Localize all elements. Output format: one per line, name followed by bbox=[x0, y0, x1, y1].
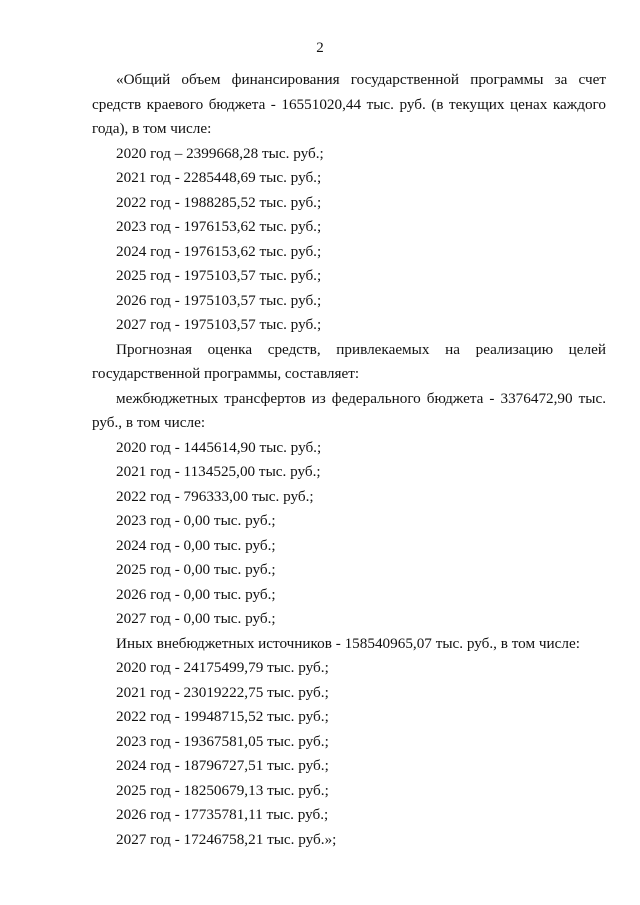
year-line: 2022 год - 1988285,52 тыс. руб.; bbox=[116, 193, 322, 211]
year-line: 2026 год - 1975103,57 тыс. руб.; bbox=[116, 291, 322, 309]
year-line: 2025 год - 1975103,57 тыс. руб.; bbox=[116, 267, 322, 284]
year-line: 2021 год - 1134525,00 тыс. руб.; bbox=[116, 463, 321, 480]
year-line: 2026 год - 0,00 тыс. руб.; bbox=[116, 585, 276, 603]
paragraph-forecast-estimate: Прогнозная оценка средств, привлекаемых на реализацию целей государственной программы, составляет: bbox=[92, 340, 606, 382]
year-line: 2025 год - 0,00 тыс. руб.; bbox=[116, 561, 276, 578]
year-line: 2022 год - 19948715,52 тыс. руб.; bbox=[116, 708, 329, 725]
year-line: 2025 год - 18250679,13 тыс. руб.; bbox=[116, 781, 329, 799]
year-line: 2020 год - 24175499,79 тыс. руб.; bbox=[116, 659, 329, 676]
year-line: 2021 год - 2285448,69 тыс. руб.; bbox=[116, 169, 322, 186]
year-line: 2024 год - 1976153,62 тыс. руб.; bbox=[116, 242, 322, 260]
year-line: 2020 год – 2399668,28 тыс. руб.; bbox=[116, 144, 324, 162]
regional-budget-year-list bbox=[92, 142, 606, 338]
year-line: 2027 год - 1975103,57 тыс. руб.; bbox=[116, 316, 322, 333]
extrabudgetary-year-list bbox=[92, 656, 606, 852]
page-number: 2 bbox=[316, 40, 324, 56]
year-line: 2023 год - 19367581,05 тыс. руб.; bbox=[116, 732, 329, 750]
year-line: 2022 год - 796333,00 тыс. руб.; bbox=[116, 487, 314, 505]
document-body bbox=[92, 68, 606, 852]
year-line: 2024 год - 0,00 тыс. руб.; bbox=[116, 536, 276, 554]
year-line: 2027 год - 17246758,21 тыс. руб.»; bbox=[116, 830, 337, 848]
paragraph-federal-transfers-total: межбюджетных трансфертов из федерального бюджета - 3376472,90 тыс. руб., в том числе: bbox=[92, 389, 606, 431]
federal-transfers-year-list bbox=[92, 436, 606, 632]
paragraph-regional-budget-total: «Общий объем финансирования государственной программы за счет средств краевого бюджета - 16551020,44 тыс. руб. (в текущих ценах каждого года), в том числе: bbox=[92, 71, 606, 137]
year-line: 2026 год - 17735781,11 тыс. руб.; bbox=[116, 806, 329, 823]
year-line: 2023 год - 0,00 тыс. руб.; bbox=[116, 512, 276, 529]
year-line: 2024 год - 18796727,51 тыс. руб.; bbox=[116, 757, 329, 774]
year-line: 2027 год - 0,00 тыс. руб.; bbox=[116, 610, 276, 627]
paragraph-extrabudgetary-total: Иных внебюджетных источников - 158540965,07 тыс. руб., в том числе: bbox=[116, 634, 580, 652]
year-line: 2021 год - 23019222,75 тыс. руб.; bbox=[116, 683, 329, 701]
year-line: 2020 год - 1445614,90 тыс. руб.; bbox=[116, 438, 322, 456]
year-line: 2023 год - 1976153,62 тыс. руб.; bbox=[116, 218, 322, 235]
